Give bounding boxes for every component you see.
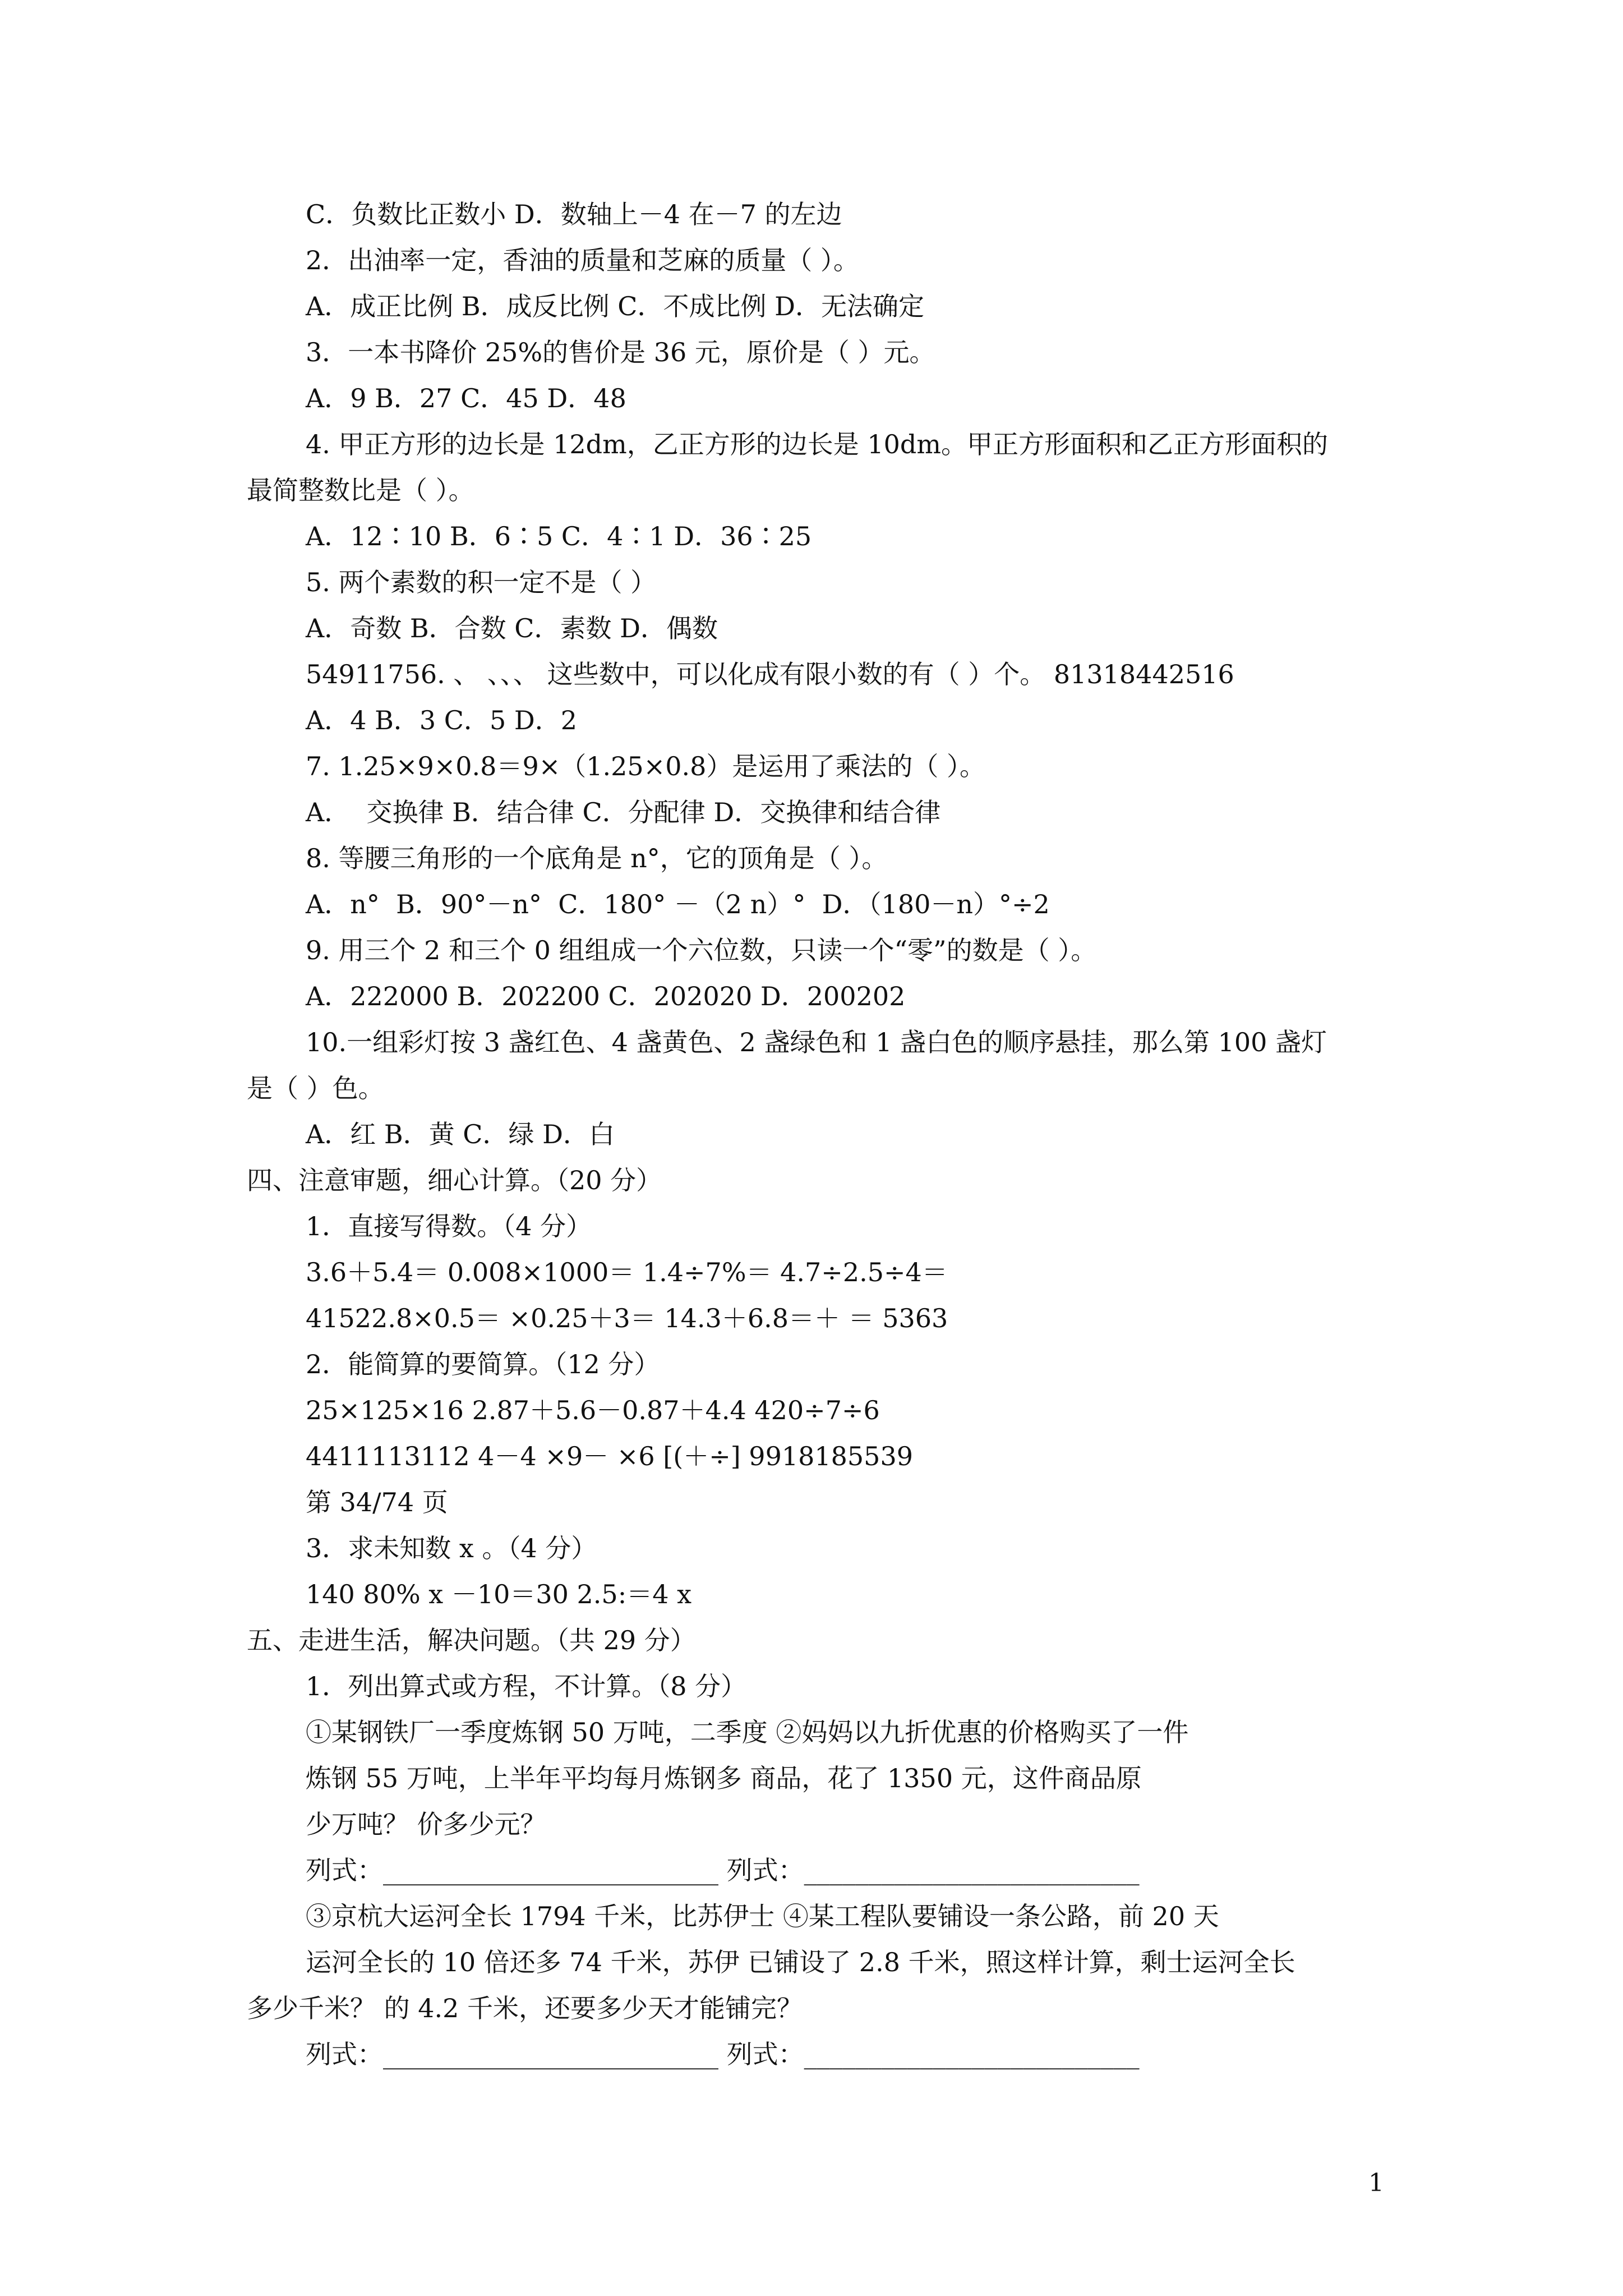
calculation-line: 3.6＋5.4＝ 0.008×1000＝ 1.4÷7%＝ 4.7÷2.5÷4＝ xyxy=(306,1257,948,1287)
section-heading-5: 五、走进生活，解决问题。（共 29 分） xyxy=(247,1625,696,1655)
option-line: A． 交换律 B．结合律 C．分配律 D．交换律和结合律 xyxy=(306,797,941,827)
question-9: 9. 用三个 2 和三个 0 组组成一个六位数，只读一个“零”的数是（ ）。 xyxy=(306,935,1097,965)
question-4-continued: 最简整数比是（ ）。 xyxy=(247,475,474,505)
word-problem-line: ①某钢铁厂一季度炼钢 50 万吨，二季度 ②妈妈以九折优惠的价格购买了一件 xyxy=(306,1717,1189,1747)
word-problem-line: 运河全长的 10 倍还多 74 千米，苏伊 已铺设了 2.8 千米，照这样计算，剩士运河全长 xyxy=(306,1947,1295,1977)
option-line: A．222000 B．202200 C．202020 D．200202 xyxy=(306,981,906,1011)
option-line: C．负数比正数小 D．数轴上－4 在－7 的左边 xyxy=(306,199,842,229)
word-problem-line: 少万吨？ 价多少元？ xyxy=(306,1809,546,1839)
question-6: 54911756. 、 、、、 这些数中，可以化成有限小数的有（ ）个。 81318442516 xyxy=(306,659,1234,689)
option-line: A．成正比例 B．成反比例 C．不成比例 D．无法确定 xyxy=(306,291,924,321)
subsection-heading: 3．求未知数 x 。（4 分） xyxy=(306,1533,597,1563)
calculation-line: 4411113112 4－4 ×9－ ×6 [(＋÷] 9918185539 xyxy=(306,1441,913,1471)
question-8: 8. 等腰三角形的一个底角是 n°，它的顶角是（ ）。 xyxy=(306,843,888,873)
answer-blank-line: 列式：__________________________ 列式：__________________________ xyxy=(306,1855,1140,1885)
calculation-line: 25×125×16 2.87＋5.6－0.87＋4.4 420÷7÷6 xyxy=(306,1395,880,1425)
question-3: 3．一本书降价 25%的售价是 36 元，原价是（ ）元。 xyxy=(306,337,935,367)
subsection-heading: 2．能简算的要简算。（12 分） xyxy=(306,1349,660,1379)
question-10: 10.一组彩灯按 3 盏红色、4 盏黄色、2 盏绿色和 1 盏白色的顺序悬挂，那么第 100 盏灯 xyxy=(306,1027,1327,1057)
page-indicator-text: 第 34/74 页 xyxy=(306,1487,448,1517)
question-5: 5. 两个素数的积一定不是（ ） xyxy=(306,567,657,597)
option-line: A．12∶10 B．6∶5 C．4∶1 D．36∶25 xyxy=(306,521,812,551)
page-number: 1 xyxy=(1368,2169,1384,2197)
equation-line: 140 80% x －10＝30 2.5:＝4 x xyxy=(306,1579,692,1609)
subsection-heading: 1．直接写得数。（4 分） xyxy=(306,1211,592,1241)
option-line: A．奇数 B．合数 C．素数 D．偶数 xyxy=(306,613,718,643)
option-line: A．4 B．3 C．5 D．2 xyxy=(306,705,578,735)
section-heading-4: 四、注意审题，细心计算。（20 分） xyxy=(247,1165,662,1195)
calculation-line: 41522.8×0.5＝ ×0.25＋3＝ 14.3＋6.8＝＋ ＝ 5363 xyxy=(306,1303,948,1333)
option-line: A．9 B．27 C．45 D．48 xyxy=(306,383,626,413)
option-line: A．红 B．黄 C．绿 D．白 xyxy=(306,1119,615,1149)
option-line: A．n° B．90°－n° C．180° －（2 n）° D．（180－n）°÷2 xyxy=(306,889,1050,919)
answer-blank-line: 列式：__________________________ 列式：__________________________ xyxy=(306,2039,1140,2069)
word-problem-line: ③京杭大运河全长 1794 千米，比苏伊士 ④某工程队要铺设一条公路，前 20 天 xyxy=(306,1901,1219,1931)
word-problem-line: 多少千米？ 的 4.2 千米，还要多少天才能铺完？ xyxy=(247,1993,803,2023)
question-4: 4. 甲正方形的边长是 12dm，乙正方形的边长是 10dm。甲正方形面积和乙正方形面积的 xyxy=(306,429,1328,459)
question-7: 7. 1.25×9×0.8＝9×（1.25×0.8）是运用了乘法的（ ）。 xyxy=(306,751,985,781)
word-problem-line: 炼钢 55 万吨，上半年平均每月炼钢多 商品，花了 1350 元，这件商品原 xyxy=(306,1763,1142,1793)
question-10-continued: 是（ ）色。 xyxy=(247,1073,384,1103)
subsection-heading: 1．列出算式或方程，不计算。（8 分） xyxy=(306,1671,747,1701)
question-2: 2．出油率一定，香油的质量和芝麻的质量（ ）。 xyxy=(306,245,859,275)
